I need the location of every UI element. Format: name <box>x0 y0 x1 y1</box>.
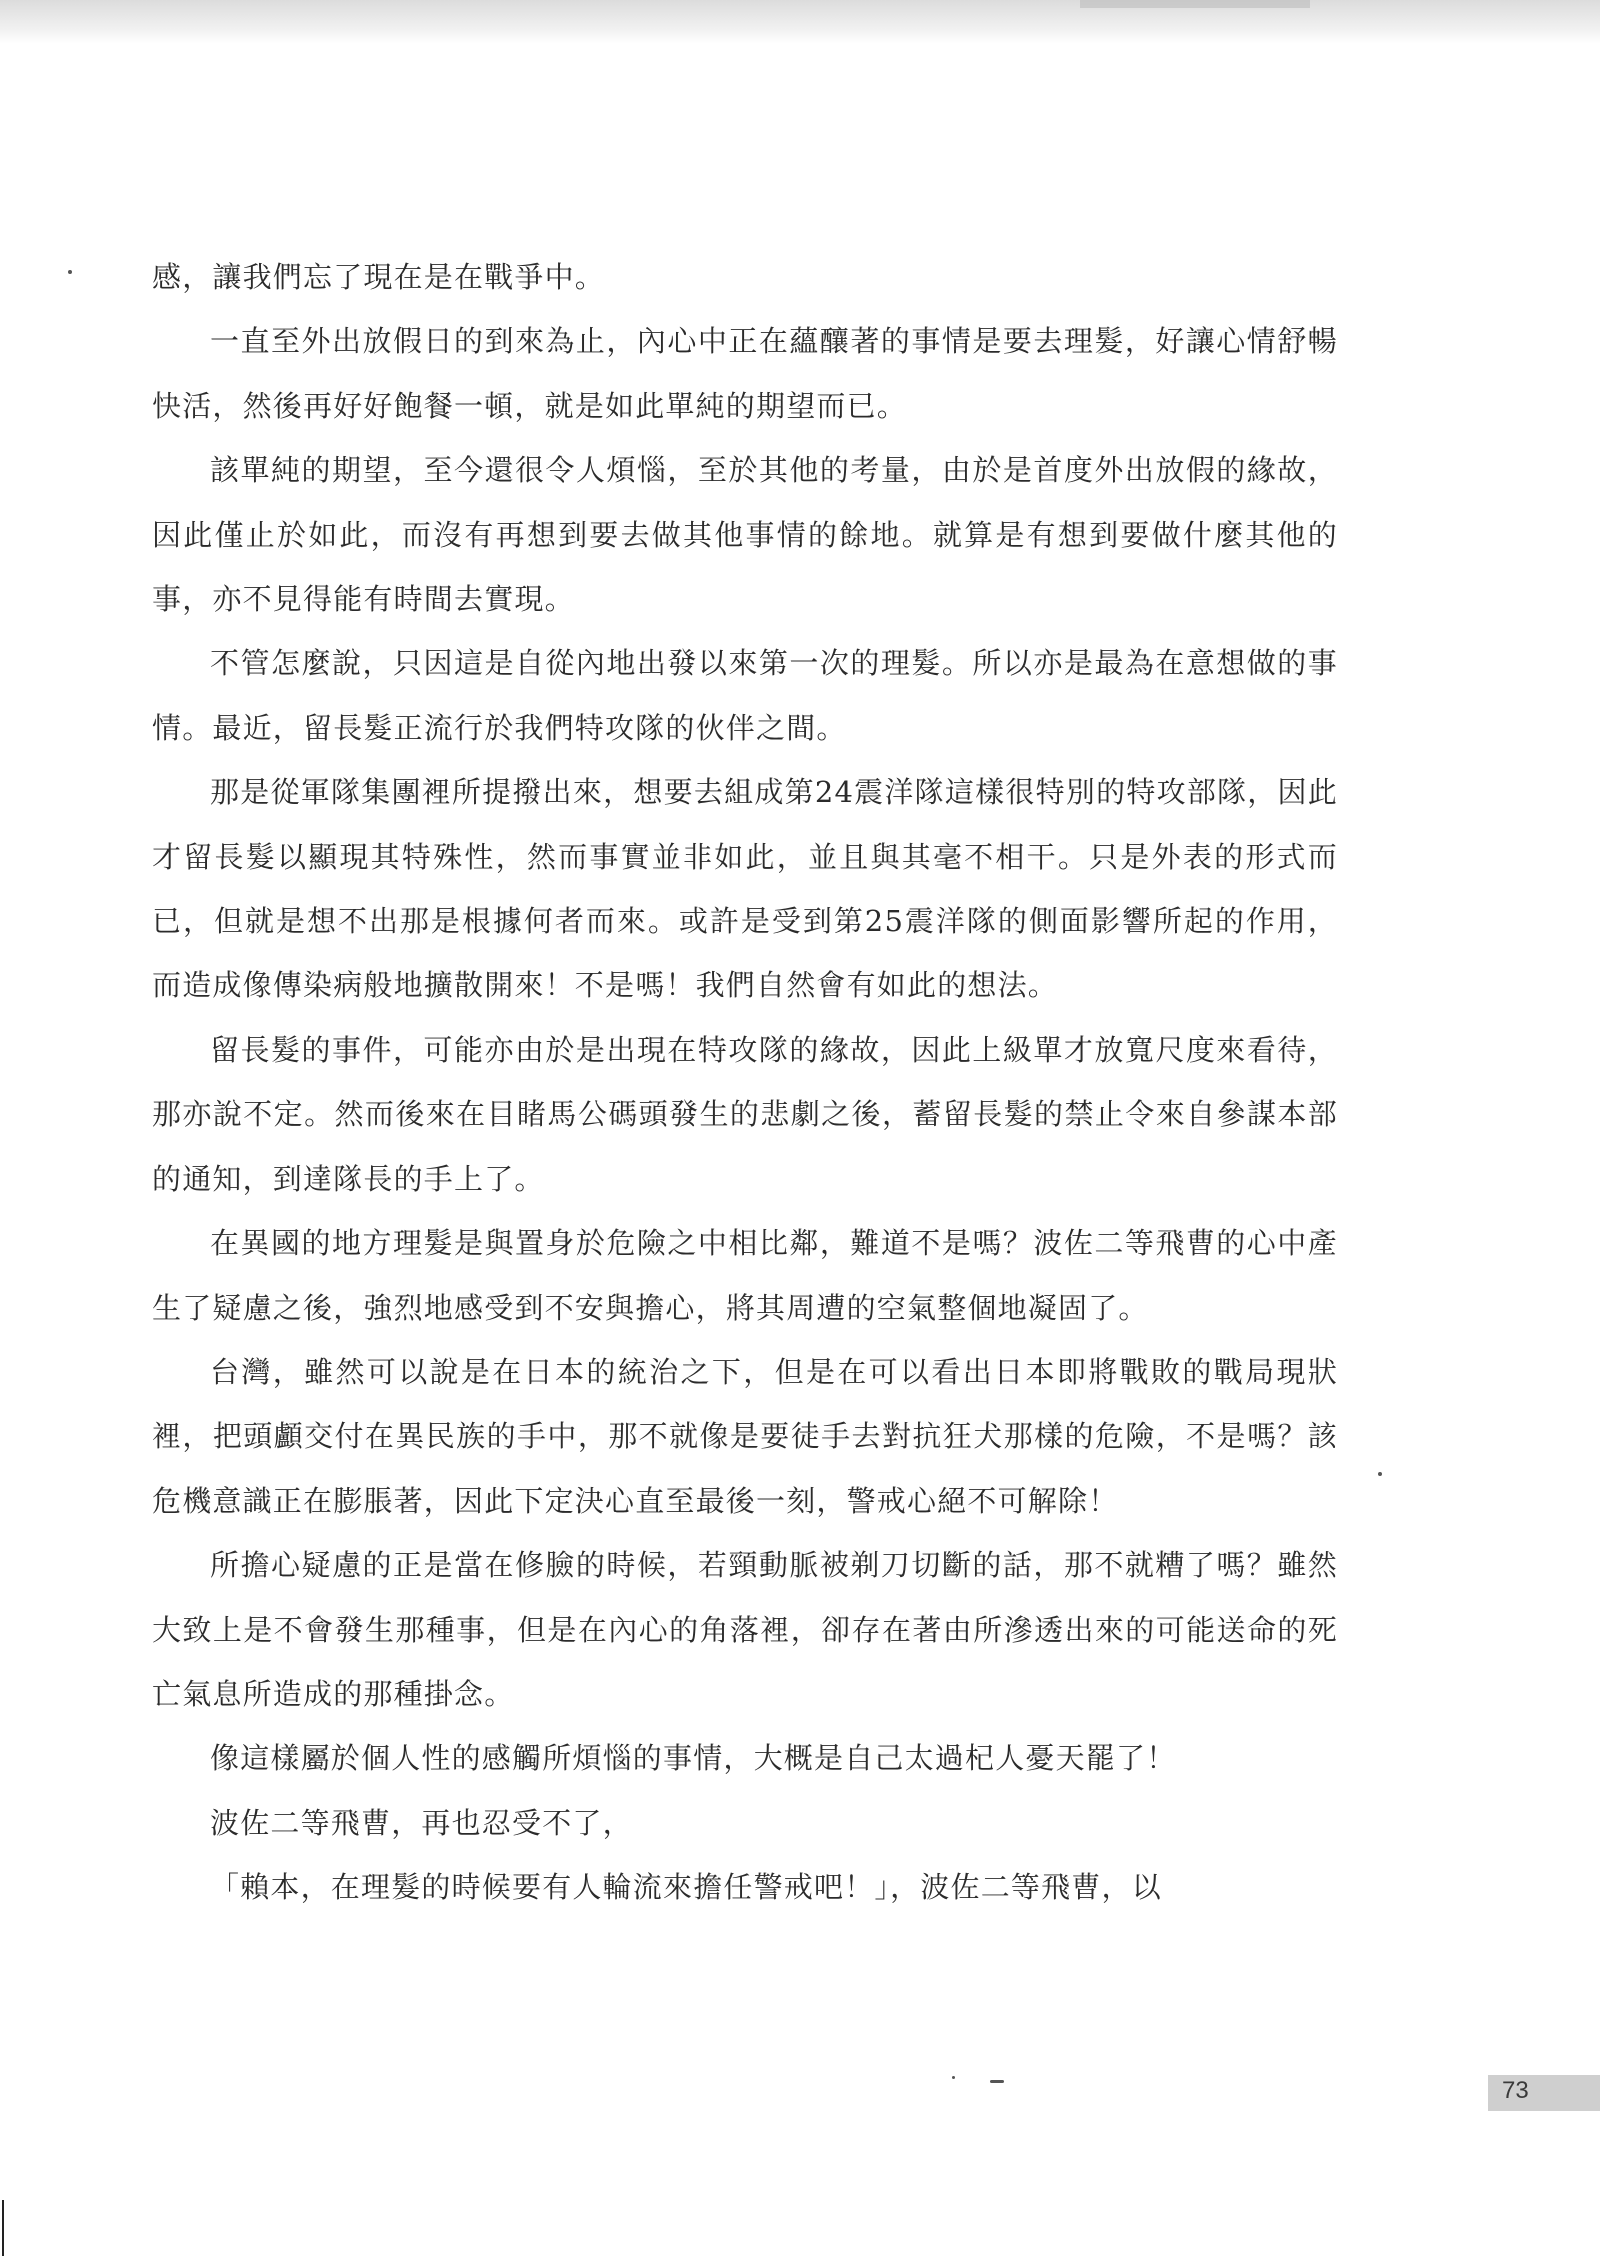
paragraph-2: 一直至外出放假日的到來為止，內心中正在蘊釀著的事情是要去理髮，好讓心情舒暢快活，然後再好好飽餐一頓，就是如此單純的期望而已。 <box>152 324 1338 423</box>
paragraph-1: 感，讓我們忘了現在是在戰爭中。 <box>152 260 606 294</box>
scan-speck <box>952 2076 955 2079</box>
paragraph-6: 留長髮的事件，可能亦由於是出現在特攻隊的緣故，因此上級單才放寬尺度來看待，那亦說不定。然而後來在目睹馬公碼頭發生的悲劇之後，蓄留長髮的禁止令來自參謀本部的通知，到達隊長的手上了。 <box>152 1032 1338 1196</box>
page-number-box <box>1488 2075 1600 2111</box>
paragraph-9: 所擔心疑慮的正是當在修臉的時候，若頸動脈被剃刀切斷的話，那不就糟了嗎？雖然大致上是不會發生那種事，但是在內心的角落裡，卻存在著由所滲透出來的可能送命的死亡氣息所造成的那種掛念。 <box>152 1548 1338 1711</box>
scan-edge-mark <box>2 2200 4 2256</box>
scan-speck <box>990 2080 1004 2083</box>
paragraph-12: 「賴本，在理髮的時候要有人輪流來擔任警戒吧！」，波佐二等飛曹，以 <box>210 1870 1162 1905</box>
top-bleed-mark <box>1080 0 1310 8</box>
paragraph-7: 在異國的地方理髮是與置身於危險之中相比鄰，難道不是嗎？波佐二等飛曹的心中產生了疑慮之後，強烈地感受到不安與擔心，將其周遭的空氣整個地凝固了。 <box>152 1226 1338 1325</box>
paragraph-4: 不管怎麼說，只因這是自從內地出發以來第一次的理髮。所以亦是最為在意想做的事情。最近，留長髮正流行於我們特攻隊的伙伴之間。 <box>152 646 1338 745</box>
paragraph-3: 該單純的期望，至今還很令人煩惱，至於其他的考量，由於是首度外出放假的緣故，因此僅止於如此，而沒有再想到要去做其他事情的餘地。就算是有想到要做什麼其他的事，亦不見得能有時間去實現。 <box>152 453 1338 617</box>
page-number: 73 <box>1502 2077 1529 2104</box>
scan-top-shadow <box>0 0 1600 44</box>
paragraph-8: 台灣，雖然可以說是在日本的統治之下，但是在可以看出日本即將戰敗的戰局現狀裡，把頭顱交付在異民族的手中，那不就像是要徒手去對抗狂犬那樣的危險，不是嗎？該危機意識正在膨脹著，因此下定決心直至最後一刻，警戒心絕不可解除！ <box>152 1354 1338 1518</box>
paragraph-5: 那是從軍隊集團裡所提撥出來，想要去組成第24震洋隊這樣很特別的特攻部隊，因此才留長髮以顯現其特殊性，然而事實並非如此，並且與其毫不相干。只是外表的形式而已，但就是想不出那是根據何者而來。或許是受到第25震洋隊的側面影響所起的作用，而造成像傳染病般地擴散開來！不是嗎！我們自然會有如此的想法。 <box>152 775 1338 1003</box>
page-body <box>152 245 1338 1920</box>
scan-speck <box>68 270 72 274</box>
paragraph-11: 波佐二等飛曹，再也忍受不了， <box>210 1805 633 1840</box>
scan-speck <box>1378 1472 1382 1476</box>
paragraph-10: 像這樣屬於個人性的感觸所煩惱的事情，大概是自己太過杞人憂天罷了！ <box>210 1741 1177 1776</box>
